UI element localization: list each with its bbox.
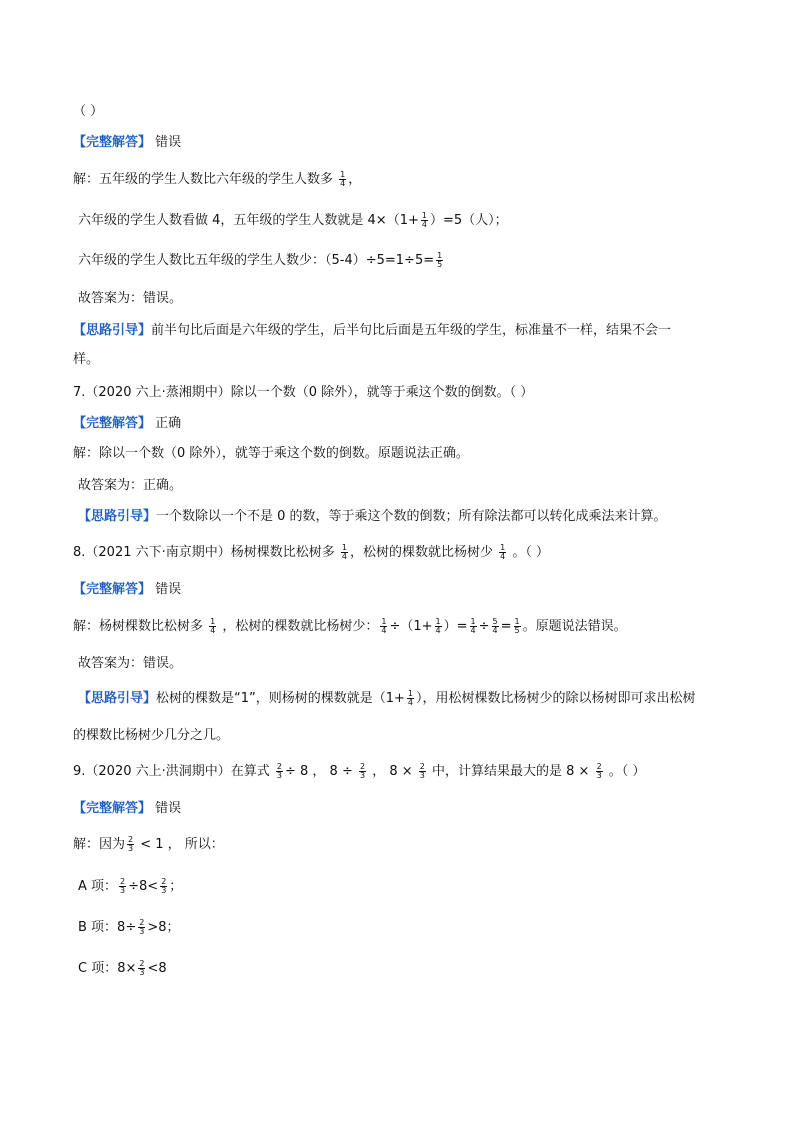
fraction [470,618,477,635]
text: 9.（2020 六上·洪洞期中）在算式 [73,764,274,779]
text: 解：五年级的学生人数比六年级的学生人数多 [73,172,338,187]
text: ）= [443,619,468,634]
denominator: 3 [161,886,167,895]
hint-tag: 【思路引导】 [73,323,152,338]
denominator: 4 [421,220,427,229]
text: ），用松树棵数比杨树少的除以杨树即可求出松树 [416,691,696,706]
hint-text: 松树的棵数是“1”，则杨树的棵数就是（1+ [156,691,405,706]
fraction [499,544,506,561]
hint-tag: 【思路引导】 [78,691,157,706]
denominator: 3 [359,771,366,780]
fraction [596,763,603,780]
hint-row [73,321,671,341]
numerator: 1 [381,617,387,626]
solution-line [73,835,224,855]
denominator: 4 [381,626,387,635]
numerator: 1 [340,170,346,179]
numerator: 1 [437,251,443,260]
text: ， 8 × [368,764,417,779]
text: 中，计算结果最大的是 8 × [427,764,594,779]
denominator: 4 [492,626,498,635]
numerator: 2 [139,918,145,927]
question-9 [73,762,645,782]
fraction [341,544,348,561]
text: ， [348,172,362,187]
question-7: 7.（2020 六上·蒸湘期中）除以一个数（0 除外），就等于乘这个数的倒数。（ ） [73,385,534,400]
denominator: 4 [435,626,441,635]
denominator: 3 [139,927,145,936]
solution-line [78,251,445,271]
text: ，松树的棵数就比杨树少 [349,545,498,560]
text: 。（ ） [604,764,646,779]
fraction [119,878,126,895]
fraction [436,252,443,269]
denominator: 5 [514,626,520,635]
fraction [127,836,134,853]
numerator: 5 [492,617,498,626]
text: >8； [147,920,180,935]
complete-answer-tag: 【完整解答】 [73,582,152,597]
denominator: 3 [276,771,282,780]
complete-answer-row [73,414,181,434]
numerator: 2 [419,762,425,771]
numerator: 1 [435,617,441,626]
text: ； [169,879,183,894]
numerator: 1 [421,211,427,220]
question-8 [73,543,549,563]
fraction [160,878,167,895]
text: <8 [147,961,167,976]
final-answer-line: 故答案为：正确。 [78,478,183,493]
numerator: 1 [341,543,347,552]
solution-line [73,617,627,637]
fraction [276,763,283,780]
option-b-line [78,918,179,938]
verdict-text: 错误 [151,801,182,816]
text: ）=5（人）； [429,213,508,228]
hint-tag: 【思路引导】 [78,509,157,524]
fraction [421,212,428,229]
verdict-text: 错误 [151,582,182,597]
final-answer-line: 故答案为：错误。 [78,656,183,671]
numerator: 2 [161,877,167,886]
hint-continuation: 样。 [73,352,100,367]
complete-answer-tag: 【完整解答】 [73,416,152,431]
verdict-text: 正确 [151,416,182,431]
denominator: 4 [210,626,216,635]
numerator: 1 [514,617,520,626]
fraction [407,690,414,707]
final-answer-line: 故答案为：错误。 [78,291,183,306]
hint-text: 一个数除以一个不是 0 的数，等于乘这个数的倒数；所有除法都可以转化成乘法来计算。 [156,509,667,524]
text: 。（ ） [508,545,549,560]
text: 六年级的学生人数比五年级的学生人数少：（5-4）÷5=1÷5= [78,253,435,268]
text: 解：因为 [73,837,126,852]
text: C 项：8× [78,961,137,976]
denominator: 4 [341,552,347,561]
numerator: 1 [210,617,216,626]
solution-line: 解：除以一个数（0 除外），就等于乘这个数的倒数。原题说法正确。 [73,446,469,461]
numerator: 2 [359,762,366,771]
complete-answer-row [73,580,181,600]
numerator: 1 [500,543,506,552]
hint-row [78,689,696,709]
numerator: 1 [470,617,476,626]
numerator: 1 [407,689,414,698]
verdict-text: 错误 [151,135,182,150]
text: ÷ [478,619,490,634]
fraction [209,618,216,635]
numerator: 2 [120,877,126,886]
option-c-line [78,959,167,979]
denominator: 4 [470,626,476,635]
denominator: 3 [128,844,134,853]
complete-answer-tag: 【完整解答】 [73,801,152,816]
solution-line [78,211,508,231]
fraction [514,618,521,635]
numerator: 2 [139,959,145,968]
text: < 1 ， 所以： [136,837,224,852]
hint-text: 前半句比后面是六年级的学生，后半句比后面是五年级的学生，标准量不一样，结果不会一 [151,323,672,338]
answer-blank: （ ） [73,104,104,119]
denominator: 4 [407,698,414,707]
denominator: 3 [596,771,602,780]
complete-answer-tag: 【完整解答】 [73,135,152,150]
fraction [380,618,387,635]
fraction [435,618,442,635]
fraction [138,919,145,936]
text: 解：杨树棵数比松树多 [73,619,208,634]
fraction [492,618,499,635]
fraction [339,171,346,188]
complete-answer-row [73,799,181,819]
numerator: 2 [596,762,602,771]
complete-answer-row [73,133,181,153]
denominator: 3 [120,886,126,895]
denominator: 5 [437,260,443,269]
solution-line [73,170,361,190]
numerator: 2 [276,762,282,771]
fraction [419,763,426,780]
text: 8.（2021 六下·南京期中）杨树棵数比松树多 [73,545,339,560]
text: 六年级的学生人数看做 4，五年级的学生人数就是 4×（1+ [78,213,419,228]
fraction [359,763,366,780]
option-a-line [78,877,182,897]
denominator: 3 [419,771,425,780]
hint-row [78,507,667,527]
text: 。原题说法错误。 [522,619,627,634]
text: ，松树的棵数就比杨树少： [218,619,379,634]
denominator: 3 [139,968,145,977]
denominator: 4 [340,179,346,188]
text: = [500,619,512,634]
text: B 项：8÷ [78,920,137,935]
denominator: 4 [500,552,506,561]
fraction [138,960,145,977]
text: ÷（1+ [389,619,433,634]
text: A 项： [78,879,118,894]
hint-continuation: 的棵数比杨树少几分之几。 [73,728,230,743]
numerator: 2 [128,835,134,844]
text: ÷8< [128,879,159,894]
text: ÷ 8 ， 8 ÷ [284,764,357,779]
